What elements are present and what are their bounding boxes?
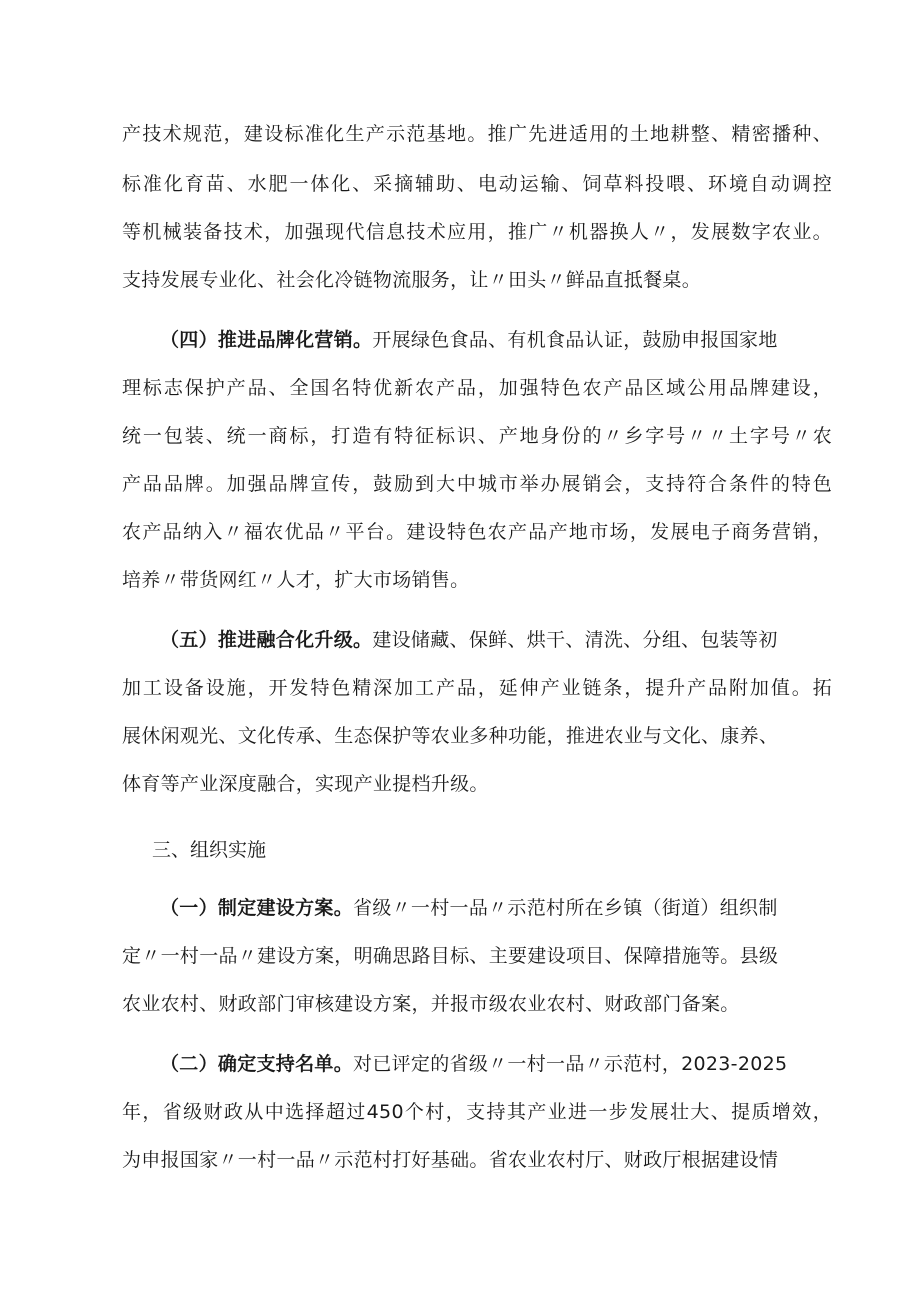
paragraph-4-heading: （一）制定建设方案。 [160,897,354,919]
paragraph-3-heading: （五）推进融合化升级。 [160,629,373,651]
paragraph-5-line-2: 年，省级财政从中选择超过450个村，支持其产业进一步发展壮大、提质增效， [122,1101,832,1123]
paragraph-1-line-2: 标准化育苗、水肥一体化、采摘辅助、电动运输、饲草料投喂、环境自动调控 [122,173,832,195]
paragraph-3-line-4: 体育等产业深度融合，实现产业提档升级。 [122,773,489,795]
paragraph-4-line-2: 定〃一村一品〃建设方案，明确思路目标、主要建设项目、保障措施等。县级 [122,945,779,967]
paragraph-2-line-4: 产品品牌。加强品牌宣传，鼓励到大中城市举办展销会，支持符合条件的特色 [122,473,832,495]
paragraph-2-line-6: 培养〃带货网红〃人才，扩大市场销售。 [122,569,470,591]
paragraph-3-first-line-text: 建设储藏、保鲜、烘干、清洗、分组、包装等初 [372,629,778,651]
paragraph-1-line-1: 产技术规范，建设标准化生产示范基地。推广先进适用的土地耕整、精密播种、 [122,123,832,145]
paragraph-4-first-line-text: 省级〃一村一品〃示范村所在乡镇（街道）组织制 [353,897,778,919]
paragraph-2-line-3: 统一包装、统一商标，打造有特征标识、产地身份的〃乡字号〃〃土字号〃农 [122,425,832,447]
paragraph-2-first-line-text: 开展绿色食品、有机食品认证，鼓励申报国家地 [372,329,778,351]
paragraph-1-line-4: 支持发展专业化、社会化冷链物流服务，让〃田头〃鲜品直抵餐桌。 [122,269,702,291]
paragraph-5-heading: （二）确定支持名单。 [160,1053,354,1075]
paragraph-5-first-line-text: 对已评定的省级〃一村一品〃示范村，2023-2025 [353,1053,788,1075]
paragraph-2-line-2: 理标志保护产品、全国名特优新农产品，加强特色农产品区域公用品牌建设， [122,377,832,399]
paragraph-5-line-1 [160,1050,800,1078]
paragraph-4-line-3: 农业农村、财政部门审核建设方案，并报市级农业农村、财政部门备案。 [122,993,740,1015]
paragraph-1-line-3: 等机械装备技术，加强现代信息技术应用，推广〃机器换人〃，发展数字农业。 [122,221,832,243]
paragraph-3-line-2: 加工设备设施，开发特色精深加工产品，延伸产业链条，提升产品附加值。拓 [122,677,832,699]
paragraph-2-line-1 [160,326,800,354]
paragraph-2-line-5: 农产品纳入〃福农优品〃平台。建设特色农产品产地市场，发展电子商务营销， [122,521,832,543]
paragraph-4-line-1 [160,894,800,922]
paragraph-5-line-3: 为申报国家〃一村一品〃示范村打好基础。省农业农村厅、财政厅根据建设情 [122,1149,779,1171]
paragraph-3-line-1 [160,626,800,654]
paragraph-2-heading: （四）推进品牌化营销。 [160,329,373,351]
paragraph-3-line-3: 展休闲观光、文化传承、生态保护等农业多种功能，推进农业与文化、康养、 [122,725,779,747]
section-3-title: 三、组织实施 [152,839,267,861]
